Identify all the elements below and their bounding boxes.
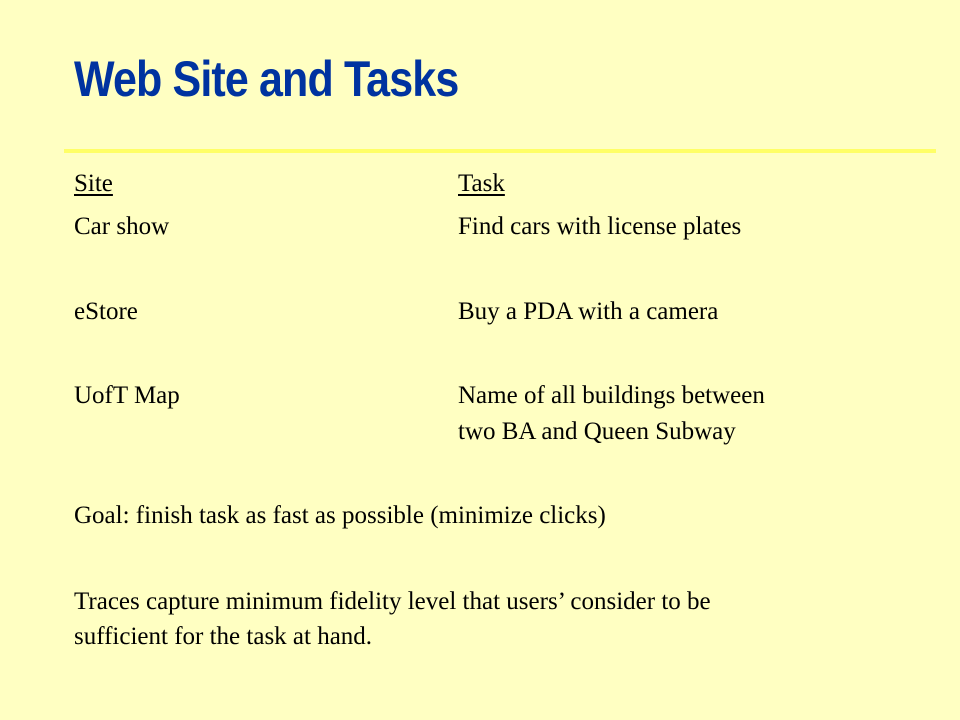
- task-cell-uoft-map-line-2: two BA and Queen Subway: [458, 418, 736, 445]
- task-cell-estore: Buy a PDA with a camera: [458, 298, 719, 325]
- site-cell-estore: eStore: [74, 298, 138, 325]
- site-column-header: Site: [74, 170, 113, 197]
- site-cell-uoft-map: UofT Map: [74, 382, 180, 409]
- task-column-header: Task: [458, 170, 505, 197]
- goal-statement: Goal: finish task as fast as possible (minimize clicks): [74, 502, 606, 529]
- task-cell-uoft-map-line-1: Name of all buildings between: [458, 382, 765, 409]
- slide-title: Web Site and Tasks: [74, 51, 459, 107]
- traces-statement-line-2: sufficient for the task at hand.: [74, 623, 373, 650]
- title-divider: [64, 149, 936, 153]
- task-cell-car-show: Find cars with license plates: [458, 213, 742, 240]
- site-cell-car-show: Car show: [74, 213, 170, 240]
- traces-statement-line-1: Traces capture minimum fidelity level that users’ consider to be: [74, 588, 711, 615]
